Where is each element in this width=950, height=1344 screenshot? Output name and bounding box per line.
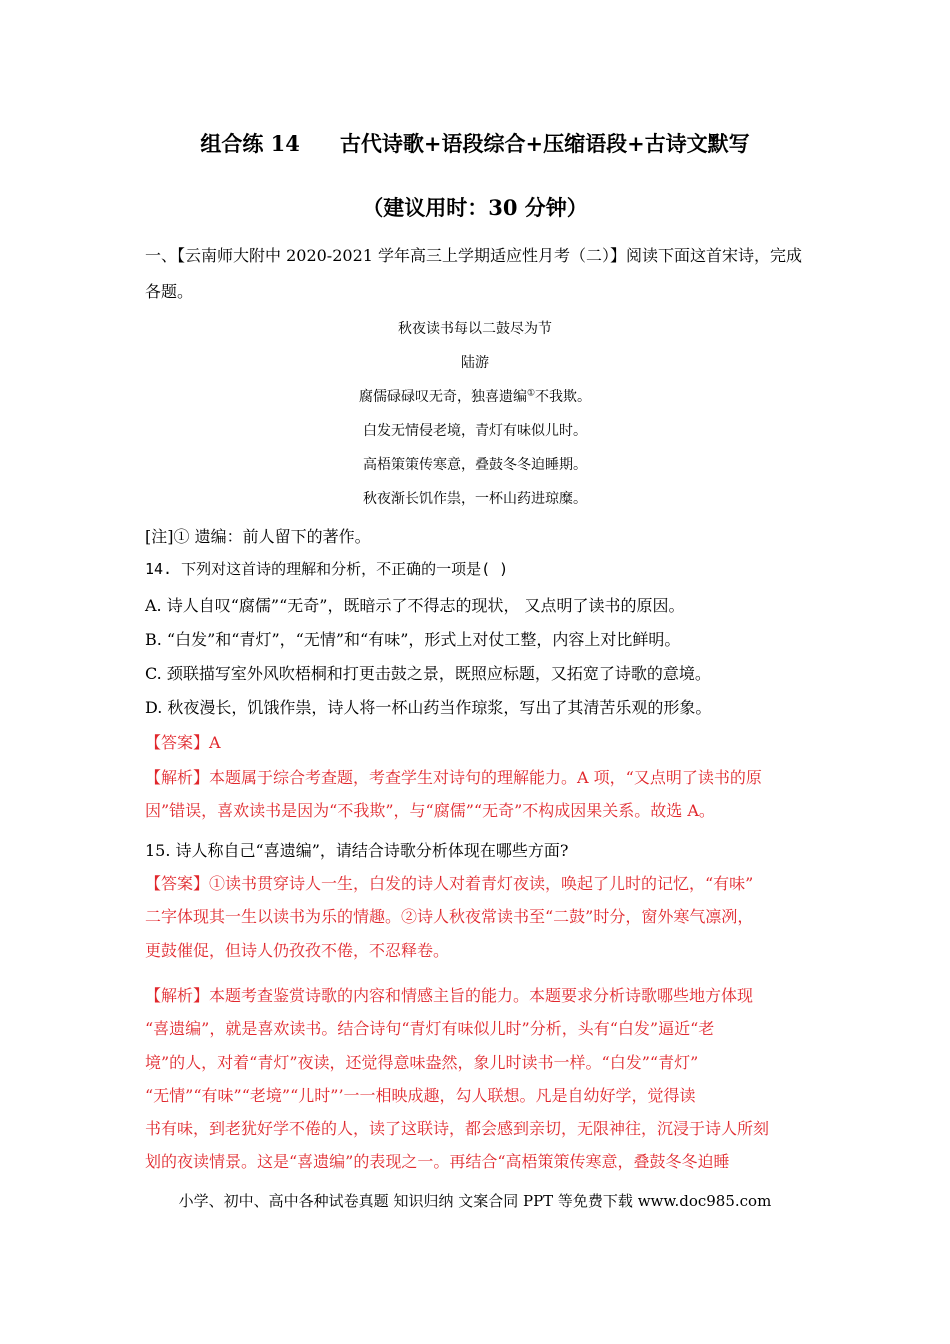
question-14-option-c: C. 颈联描写室外风吹梧桐和打更击鼓之景，既照应标题，又拓宽了诗歌的意境。 [145, 664, 711, 683]
section-intro: 一、【云南师大附中 2020-2021 学年高三上学期适应性月考（二）】阅读下面这首宋诗，完成各题。 [145, 246, 803, 301]
poem-line-1-text: 腐儒碌碌叹无奇，独喜遗编 [358, 389, 527, 405]
document-title [0, 128, 950, 158]
question-14-analysis [145, 761, 813, 828]
poem-line-3: 高梧策策传寒意，叠鼓冬冬迫睡期。 [363, 457, 587, 473]
question-15-stem: 15. 诗人称自己“喜遗编”，请结合诗歌分析体现在哪些方面? [145, 841, 569, 860]
analysis-line: 因”错误，喜欢读书是因为“不我欺”，与“腐儒”“无奇”不构成因果关系。故选 A。 [145, 801, 715, 821]
poem-title: 秋夜读书每以二鼓尽为节 [398, 321, 552, 337]
set-label: 组合练 14 [200, 131, 300, 156]
answer-line: 【答案】①读书贯穿诗人一生，白发的诗人对着青灯夜读，唤起了儿时的记忆，“有味” [145, 874, 754, 893]
poem-note: [注]① 遗编：前人留下的著作。 [145, 527, 371, 546]
answer-line: 更鼓催促，但诗人仍孜孜不倦，不忍释卷。 [145, 940, 450, 960]
question-14-option-a: A. 诗人自叹“腐儒”“无奇”，既暗示了不得志的现状， 又点明了读书的原因。 [145, 596, 685, 615]
question-14-stem: 14. 下列对这首诗的理解和分析，不正确的一项是( ) [145, 560, 509, 578]
question-14-answer: 【答案】A [145, 733, 221, 752]
analysis-line: 划的夜读情景。这是“喜遗编”的表现之一。再结合“高梧策策传寒意，叠鼓冬冬迫睡 [145, 1152, 730, 1172]
analysis-line: “无情”“有味”“老境”“儿时”’一一相映成趣，勾人联想。凡是自幼好学，觉得读 [145, 1085, 696, 1105]
page-footer: 小学、初中、高中各种试卷真题 知识归纳 文案合同 PPT 等免费下载 www.doc985.com [178, 1192, 772, 1210]
footnote-marker: ① [526, 388, 536, 399]
poem-line-1-end: 不我欺。 [535, 389, 592, 405]
poem-line-2: 白发无情侵老境，青灯有味似儿时。 [363, 423, 587, 439]
poem-line-1 [0, 386, 950, 406]
suggested-time: （建议用时：30 分钟） [362, 195, 588, 220]
poem-line-4: 秋夜渐长饥作祟，一杯山药进琼糜。 [363, 491, 587, 507]
analysis-line: 【解析】本题属于综合考查题，考查学生对诗句的理解能力。A 项，“又点明了读书的原 [145, 768, 762, 787]
question-14-option-d: D. 秋夜漫长，饥饿作祟，诗人将一杯山药当作琼浆，写出了其清苦乐观的形象。 [145, 698, 712, 717]
answer-line: 二字体现其一生以读书为乐的情趣。②诗人秋夜常读书至“二鼓”时分，窗外寒气凛冽， [145, 907, 754, 927]
analysis-line: 【解析】本题考查鉴赏诗歌的内容和情感主旨的能力。本题要求分析诗歌哪些地方体现 [145, 986, 754, 1005]
question-15-answer [145, 867, 813, 967]
poem-author: 陆游 [461, 355, 489, 371]
question-15-analysis [145, 979, 813, 1179]
analysis-line: 书有味，到老犹好学不倦的人，读了这联诗，都会感到亲切，无限神往，沉浸于诗人所刻 [145, 1119, 770, 1139]
analysis-line: 境”的人，对着“青灯”夜读，还觉得意味盎然，象儿时读书一样。“白发”“青灯” [145, 1052, 699, 1072]
analysis-line: “喜遗编”，就是喜欢读书。结合诗句“青灯有味似儿时”分析，头有“白发”逼近“老 [145, 1019, 715, 1039]
topic-label: 古代诗歌+语段综合+压缩语段+古诗文默写 [339, 131, 750, 156]
question-14-option-b: B. “白发”和“青灯”，“无情”和“有味”，形式上对仗工整，内容上对比鲜明。 [145, 630, 681, 649]
